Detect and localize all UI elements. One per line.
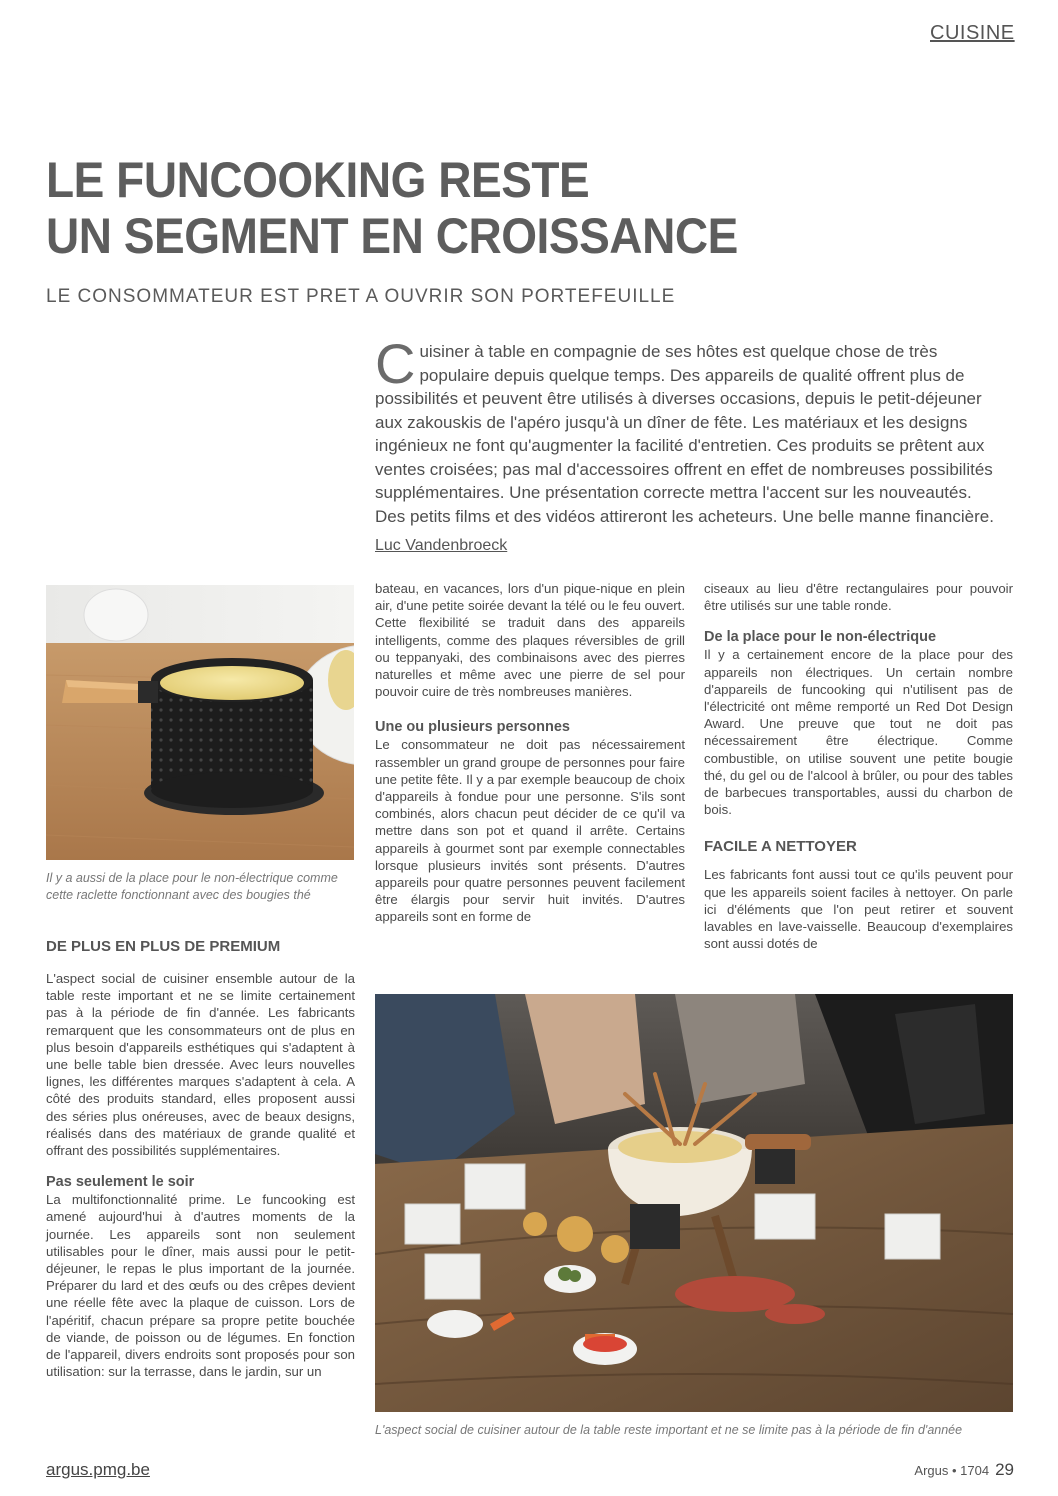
column-1 (46, 938, 355, 1390)
heading-soir: Pas seulement le soir (46, 1174, 195, 1191)
raclette-photo (46, 585, 354, 860)
fondue-caption: L'aspect social de cuisiner autour de la table reste important et ne se limite pas à la période de fin d'année (375, 1423, 963, 1437)
heading-non-electrique: De la place pour le non-électrique (704, 629, 937, 646)
raclette-caption: Il y a aussi de la place pour le non-électrique comme cette raclette fonctionnant avec des bougies thé (46, 871, 338, 902)
article-subtitle: LE CONSOMMATEUR EST PRET A OUVRIR SON PORTEFEUILLE (46, 286, 676, 307)
column-2 (375, 580, 685, 936)
title-line-2: UN SEGMENT EN CROISSANCE (46, 208, 738, 264)
heading-personnes: Une ou plusieurs personnes (375, 719, 570, 736)
fondue-party-photo (375, 994, 1013, 1412)
issue-label: Argus • 1704 (914, 1463, 990, 1478)
paragraph-soir: La multifonctionnalité prime. Le funcooking est amené aujourd'hui à d'autres moments de la journée. Les appareils sont non seulement utilisables pour le dîner, mais aussi pour le petit-déjeuner, le repas le plus important de la journée. Préparer du lard et des œufs ou des crêpes devient une réelle fête avec la plaque de cuisson. Lors de l'apéritif, chacun prépare sa propre petite bouchée de viande, de poisson ou de légumes. En fonction de l'appareil, divers endroits sont proposés pour son utilisation: sur la terrasse, dans le jardin, sur un (46, 1192, 355, 1380)
page-number: 29 (995, 1460, 1014, 1479)
intro-text: uisiner à table en compagnie de ses hôtes est quelque chose de très populaire depuis quelque temps. Des appareils de qualité offrent plus de possibilités et peuvent être utilisés à diverses occasions, depuis le petit-déjeuner aux zakouskis de l'apéro jusqu'à un dîner de fête. Les matériaux et les designs ingénieux ne font qu'augmenter la facilité d'entretien. Ces produits se prêtent aux ventes croisées; pas mal d'accessoires offrent en effet de nombreuses possibilités supplémentaires. Une présentation correcte mettra l'accent sur les nouveautés. Des petits films et des vidéos attireront les acheteurs. Une belle manne financière. (375, 342, 994, 526)
heading-premium: DE PLUS EN PLUS DE PREMIUM (46, 938, 281, 955)
drop-cap: C (375, 332, 416, 395)
paragraph-premium: L'aspect social de cuisiner ensemble autour de la table reste important et ne se limite certainement pas à la période de fin d'année. Les fabricants remarquent que les consommateurs ont de plus en plus besoin d'appareils esthétiques qui s'adaptent à une belle table bien dressée. Avec leurs nouvelles lignes, les différentes marques s'adaptent à cela. A côté des produits standard, elles proposent aussi des séries plus onéreuses, avec de beaux designs, réalisés dans des matériaux de grande qualité et offrant des possibilités supplémentaires. (46, 971, 355, 1159)
author-name: Luc Vandenbroeck (375, 537, 508, 554)
paragraph-ciseaux: ciseaux au lieu d'être rectangulaires pour pouvoir être utilisés sur une table ronde. (704, 581, 1013, 614)
heading-nettoyer: FACILE A NETTOYER (704, 838, 857, 856)
paragraph-personnes: Le consommateur ne doit pas nécessairement rassembler un grand groupe de personnes pour faire une petite fête. Il y a par exemple beaucoup de choix d'appareils à fondue pour une personne. S'ils sont combinés, alors chacun peut décider de ce qu'il va mettre dans son pot et quand il arrête. Certains appareils à gourmet sont par exemple connectables lorsque plusieurs invités sont présents. D'autres appareils pour quatre personnes peuvent facilement être élargis pour servir huit invités. D'autres appareils sont en forme de (375, 737, 685, 925)
title-line-1: LE FUNCOOKING RESTE (46, 152, 590, 208)
article-intro (375, 332, 1005, 528)
column-3 (704, 580, 1013, 962)
paragraph-nettoyer: Les fabricants font aussi tout ce qu'ils peuvent pour que les appareils soient faciles à nettoyer. On parle ici d'éléments que l'on peut retirer et souvent lavables en lave-vaisselle. Beaucoup d'exemplaires sont aussi dotés de (704, 867, 1013, 952)
footer-website-link[interactable]: argus.pmg.be (46, 1460, 150, 1479)
footer-issue (870, 1460, 1014, 1480)
paragraph-bateau: bateau, en vacances, lors d'un pique-nique en plein air, d'une petite soirée devant la télé ou le feu ouvert. Cette flexibilité se traduit dans des appareils intelligents, comme des plaques réversibles de grill ou teppanyaki, des combinaisons avec des pierres naturelles et même avec une pierre de sel pour pouvoir cuire de très nombreuses manières. (375, 581, 685, 700)
article-title (46, 152, 874, 264)
paragraph-non-electrique: Il y a certainement encore de la place pour des appareils non électriques. Un certain nombre d'appareils de funcooking qui n'utilisent pas de l'électricité ont même remporté un Red Dot Design Award. Une preuve que tout ne doit pas nécessairement être électrique. Comme combustible, on utilise souvent une petite bougie thé, du gel ou de l'alcool à brûler, ou pour des tables de barbecues transportables, aussi du charbon de bois. (704, 647, 1013, 818)
section-tag: CUISINE (930, 22, 1015, 44)
